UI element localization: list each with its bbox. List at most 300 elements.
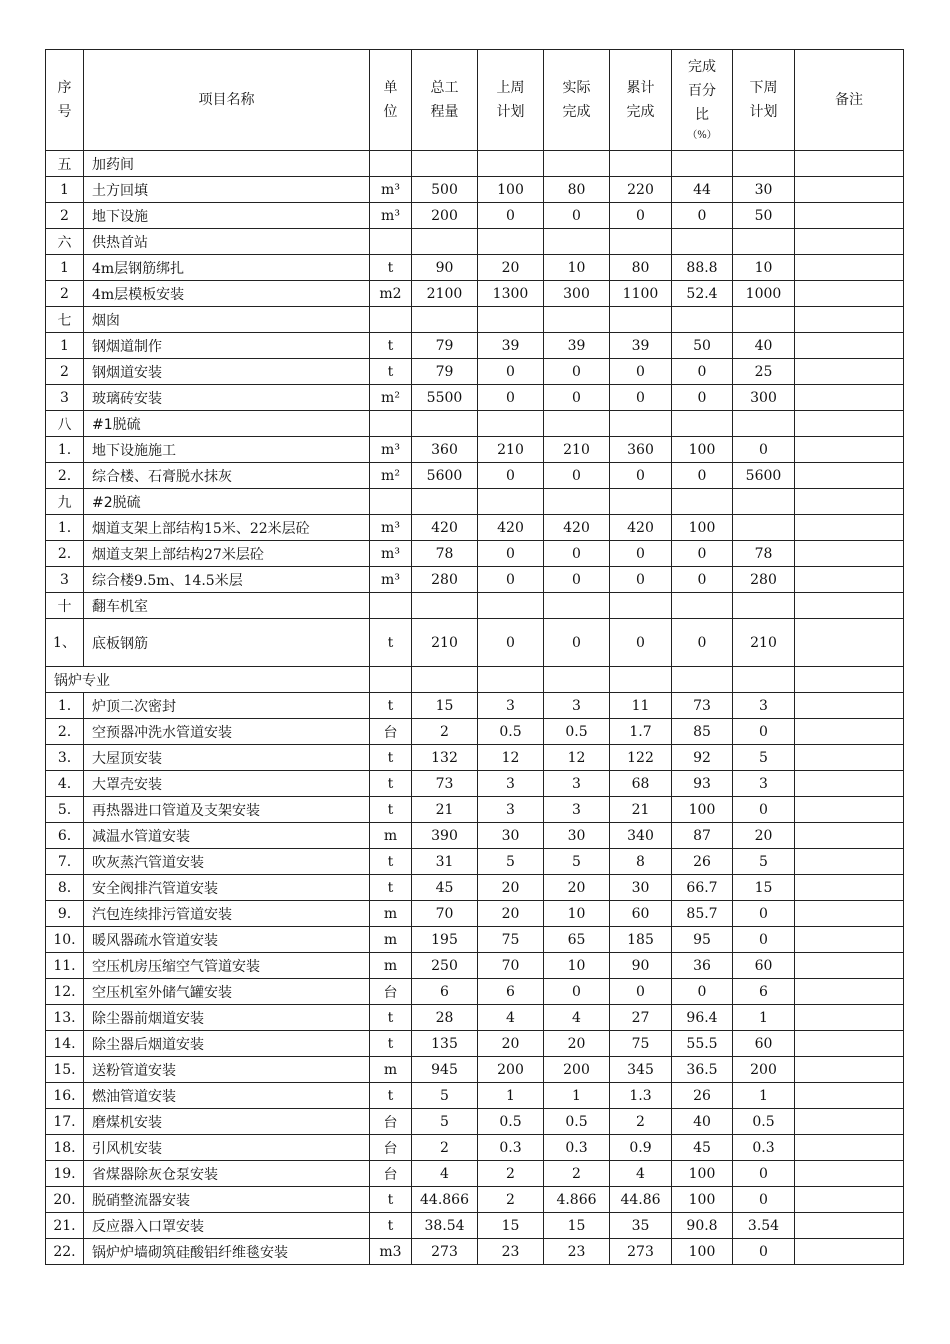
cell-cum: 90: [610, 953, 672, 979]
cell-pct: 52.4: [672, 281, 733, 307]
table-row: [46, 385, 904, 411]
empty-cell: [733, 411, 795, 437]
cell-last: 3: [478, 771, 544, 797]
cell-seq: 15.: [46, 1057, 84, 1083]
cell-cum: 0: [610, 979, 672, 1005]
cell-pct: 0: [672, 979, 733, 1005]
header-percent-text: 完成百分比: [687, 59, 716, 123]
cell-total: 6: [412, 979, 478, 1005]
empty-cell: [733, 667, 795, 693]
cell-last: 15: [478, 1213, 544, 1239]
empty-cell: [544, 593, 610, 619]
cell-remark: [795, 979, 904, 1005]
cell-last: 20: [478, 255, 544, 281]
cell-unit: m²: [370, 385, 412, 411]
empty-cell: [544, 151, 610, 177]
cell-unit: t: [370, 619, 412, 667]
cell-pct: 96.4: [672, 1005, 733, 1031]
header-last-plan: [478, 50, 544, 151]
empty-cell: [610, 667, 672, 693]
table-row: [46, 901, 904, 927]
cell-last: 2: [478, 1161, 544, 1187]
cell-cum: 273: [610, 1239, 672, 1265]
cell-cum: 4: [610, 1161, 672, 1187]
table-row: [46, 359, 904, 385]
cell-seq: 1.: [46, 515, 84, 541]
table-row: [46, 1057, 904, 1083]
empty-cell: [672, 151, 733, 177]
table-row: [46, 1031, 904, 1057]
cell-unit: m³: [370, 541, 412, 567]
cell-total: 44.866: [412, 1187, 478, 1213]
header-cumulative-text: 累计完成: [626, 80, 655, 120]
cell-total: 5500: [412, 385, 478, 411]
cell-last: 1300: [478, 281, 544, 307]
cell-unit: t: [370, 333, 412, 359]
empty-cell: [610, 411, 672, 437]
cell-total: 5: [412, 1083, 478, 1109]
cell-remark: [795, 1057, 904, 1083]
cell-unit: 台: [370, 1161, 412, 1187]
cell-cum: 44.86: [610, 1187, 672, 1213]
cell-unit: m³: [370, 177, 412, 203]
cell-actual: 0: [544, 979, 610, 1005]
cell-unit: t: [370, 359, 412, 385]
section-number: 十: [46, 593, 84, 619]
cell-last: 420: [478, 515, 544, 541]
cell-actual: 3: [544, 797, 610, 823]
cell-last: 20: [478, 875, 544, 901]
cell-next: 3: [733, 693, 795, 719]
cell-name: 除尘器前烟道安装: [84, 1005, 370, 1031]
cell-next: 50: [733, 203, 795, 229]
cell-total: 45: [412, 875, 478, 901]
cell-remark: [795, 1031, 904, 1057]
cell-unit: t: [370, 255, 412, 281]
cell-next: 0: [733, 437, 795, 463]
cell-pct: 0: [672, 541, 733, 567]
cell-last: 20: [478, 901, 544, 927]
cell-cum: 185: [610, 927, 672, 953]
empty-cell: [412, 411, 478, 437]
cell-next: 300: [733, 385, 795, 411]
cell-total: 79: [412, 333, 478, 359]
cell-seq: 22.: [46, 1239, 84, 1265]
cell-pct: 0: [672, 619, 733, 667]
cell-remark: [795, 255, 904, 281]
section-title: 供热首站: [84, 229, 370, 255]
cell-cum: 1.3: [610, 1083, 672, 1109]
cell-seq: 16.: [46, 1083, 84, 1109]
cell-unit: t: [370, 1213, 412, 1239]
cell-remark: [795, 515, 904, 541]
cell-seq: 2: [46, 203, 84, 229]
cell-pct: 66.7: [672, 875, 733, 901]
cell-seq: 19.: [46, 1161, 84, 1187]
cell-last: 210: [478, 437, 544, 463]
cell-seq: 18.: [46, 1135, 84, 1161]
header-actual: [544, 50, 610, 151]
table-row: [46, 463, 904, 489]
cell-next: 0: [733, 927, 795, 953]
header-next-plan: [733, 50, 795, 151]
cell-seq: 20.: [46, 1187, 84, 1213]
cell-unit: 台: [370, 1109, 412, 1135]
cell-total: 70: [412, 901, 478, 927]
cell-next: 210: [733, 619, 795, 667]
section-number: 六: [46, 229, 84, 255]
cell-cum: 0: [610, 203, 672, 229]
cell-next: 0: [733, 1161, 795, 1187]
cell-name: 4m层模板安装: [84, 281, 370, 307]
cell-name: 钢烟道安装: [84, 359, 370, 385]
cell-next: 5: [733, 849, 795, 875]
cell-remark: [795, 333, 904, 359]
table-row: [46, 1083, 904, 1109]
cell-remark: [795, 1005, 904, 1031]
cell-total: 132: [412, 745, 478, 771]
cell-actual: 0: [544, 203, 610, 229]
cell-cum: 122: [610, 745, 672, 771]
cell-pct: 100: [672, 1187, 733, 1213]
table-body: [46, 151, 904, 1265]
cell-total: 200: [412, 203, 478, 229]
cell-pct: 45: [672, 1135, 733, 1161]
cell-pct: 100: [672, 797, 733, 823]
cell-last: 0: [478, 463, 544, 489]
cell-name: 空压机室外储气罐安装: [84, 979, 370, 1005]
cell-pct: 90.8: [672, 1213, 733, 1239]
cell-actual: 20: [544, 1031, 610, 1057]
cell-seq: 14.: [46, 1031, 84, 1057]
cell-pct: 100: [672, 1161, 733, 1187]
cell-last: 20: [478, 1031, 544, 1057]
cell-actual: 200: [544, 1057, 610, 1083]
empty-cell: [795, 151, 904, 177]
cell-seq: 1: [46, 255, 84, 281]
cell-actual: 0.5: [544, 719, 610, 745]
cell-last: 12: [478, 745, 544, 771]
cell-remark: [795, 1187, 904, 1213]
empty-cell: [544, 489, 610, 515]
table-row: [46, 1005, 904, 1031]
cell-seq: 13.: [46, 1005, 84, 1031]
table-row: [46, 771, 904, 797]
empty-cell: [795, 489, 904, 515]
cell-cum: 11: [610, 693, 672, 719]
cell-last: 0: [478, 541, 544, 567]
cell-actual: 23: [544, 1239, 610, 1265]
cell-seq: 1: [46, 177, 84, 203]
cell-next: 60: [733, 1031, 795, 1057]
cell-unit: m2: [370, 281, 412, 307]
cell-name: 燃油管道安装: [84, 1083, 370, 1109]
cell-remark: [795, 203, 904, 229]
cell-remark: [795, 953, 904, 979]
table-row: [46, 1187, 904, 1213]
cell-cum: 0: [610, 541, 672, 567]
cell-actual: 0: [544, 385, 610, 411]
cell-actual: 210: [544, 437, 610, 463]
cell-unit: t: [370, 1031, 412, 1057]
empty-cell: [544, 667, 610, 693]
cell-cum: 1.7: [610, 719, 672, 745]
cell-seq: 17.: [46, 1109, 84, 1135]
empty-cell: [733, 229, 795, 255]
cell-remark: [795, 1083, 904, 1109]
cell-total: 210: [412, 619, 478, 667]
empty-cell: [370, 593, 412, 619]
table-row: [46, 1213, 904, 1239]
cell-pct: 0: [672, 463, 733, 489]
cell-remark: [795, 281, 904, 307]
cell-seq: 21.: [46, 1213, 84, 1239]
cell-pct: 100: [672, 515, 733, 541]
progress-table: [45, 49, 904, 1265]
cell-total: 21: [412, 797, 478, 823]
table-row: [46, 541, 904, 567]
cell-actual: 1: [544, 1083, 610, 1109]
cell-name: 大罩壳安装: [84, 771, 370, 797]
section-title: #2脱硫: [84, 489, 370, 515]
empty-cell: [733, 593, 795, 619]
cell-seq: 4.: [46, 771, 84, 797]
cell-remark: [795, 693, 904, 719]
cell-remark: [795, 359, 904, 385]
table-row: [46, 927, 904, 953]
empty-cell: [478, 667, 544, 693]
cell-total: 38.54: [412, 1213, 478, 1239]
cell-seq: 3.: [46, 745, 84, 771]
cell-unit: m³: [370, 437, 412, 463]
empty-cell: [478, 307, 544, 333]
header-percent: [672, 50, 733, 151]
cell-name: 土方回填: [84, 177, 370, 203]
cell-name: 省煤器除灰仓泵安装: [84, 1161, 370, 1187]
cell-pct: 55.5: [672, 1031, 733, 1057]
cell-next: 5: [733, 745, 795, 771]
empty-cell: [795, 667, 904, 693]
cell-remark: [795, 823, 904, 849]
cell-next: 0: [733, 719, 795, 745]
cell-remark: [795, 1213, 904, 1239]
cell-last: 1: [478, 1083, 544, 1109]
cell-remark: [795, 177, 904, 203]
cell-pct: 0: [672, 359, 733, 385]
table-row: [46, 1161, 904, 1187]
cell-actual: 0.3: [544, 1135, 610, 1161]
cell-last: 0.5: [478, 719, 544, 745]
cell-unit: m: [370, 823, 412, 849]
cell-pct: 93: [672, 771, 733, 797]
header-unit-text: 单位: [383, 80, 398, 120]
cell-name: 送粉管道安装: [84, 1057, 370, 1083]
cell-next: 15: [733, 875, 795, 901]
cell-seq: 9.: [46, 901, 84, 927]
cell-name: 吹灰蒸汽管道安装: [84, 849, 370, 875]
cell-name: 暖风器疏水管道安装: [84, 927, 370, 953]
cell-actual: 3: [544, 693, 610, 719]
cell-unit: m³: [370, 203, 412, 229]
table-row: [46, 515, 904, 541]
cell-next: 0.3: [733, 1135, 795, 1161]
cell-name: 地下设施施工: [84, 437, 370, 463]
empty-cell: [672, 229, 733, 255]
cell-unit: m: [370, 1057, 412, 1083]
empty-cell: [544, 229, 610, 255]
cell-last: 0: [478, 203, 544, 229]
cell-unit: t: [370, 745, 412, 771]
section-header-row: [46, 151, 904, 177]
cell-unit: 台: [370, 1135, 412, 1161]
cell-seq: 6.: [46, 823, 84, 849]
cell-name: 安全阀排汽管道安装: [84, 875, 370, 901]
header-row: [46, 50, 904, 151]
cell-next: 0: [733, 1239, 795, 1265]
cell-actual: 4: [544, 1005, 610, 1031]
cell-actual: 10: [544, 901, 610, 927]
cell-seq: 5.: [46, 797, 84, 823]
cell-cum: 80: [610, 255, 672, 281]
empty-cell: [610, 593, 672, 619]
cell-cum: 75: [610, 1031, 672, 1057]
cell-remark: [795, 437, 904, 463]
empty-cell: [370, 151, 412, 177]
cell-name: 空压机房压缩空气管道安装: [84, 953, 370, 979]
cell-name: 底板钢筋: [84, 619, 370, 667]
empty-cell: [412, 151, 478, 177]
cell-total: 135: [412, 1031, 478, 1057]
cell-cum: 27: [610, 1005, 672, 1031]
cell-pct: 85.7: [672, 901, 733, 927]
cell-remark: [795, 619, 904, 667]
cell-name: 综合楼9.5m、14.5米层: [84, 567, 370, 593]
empty-cell: [412, 307, 478, 333]
cell-next: 1: [733, 1005, 795, 1031]
cell-last: 5: [478, 849, 544, 875]
empty-cell: [370, 307, 412, 333]
cell-name: 磨煤机安装: [84, 1109, 370, 1135]
cell-next: 0: [733, 797, 795, 823]
header-remark: 备注: [795, 50, 904, 151]
cell-actual: 12: [544, 745, 610, 771]
cell-cum: 220: [610, 177, 672, 203]
cell-next: 20: [733, 823, 795, 849]
cell-seq: 2: [46, 359, 84, 385]
empty-cell: [672, 667, 733, 693]
cell-pct: 85: [672, 719, 733, 745]
empty-cell: [610, 151, 672, 177]
cell-pct: 44: [672, 177, 733, 203]
cell-actual: 15: [544, 1213, 610, 1239]
empty-cell: [478, 489, 544, 515]
cell-seq: 2: [46, 281, 84, 307]
cell-name: 空预器冲洗水管道安装: [84, 719, 370, 745]
empty-cell: [478, 151, 544, 177]
cell-seq: 1: [46, 333, 84, 359]
cell-total: 73: [412, 771, 478, 797]
section-header-row: [46, 593, 904, 619]
empty-cell: [672, 307, 733, 333]
cell-name: 炉顶二次密封: [84, 693, 370, 719]
cell-next: [733, 515, 795, 541]
cell-name: 玻璃砖安装: [84, 385, 370, 411]
cell-remark: [795, 901, 904, 927]
header-total: [412, 50, 478, 151]
table-row: [46, 567, 904, 593]
cell-unit: m: [370, 927, 412, 953]
cell-next: 0: [733, 1187, 795, 1213]
cell-name: 综合楼、石膏脱水抹灰: [84, 463, 370, 489]
cell-next: 6: [733, 979, 795, 1005]
cell-actual: 20: [544, 875, 610, 901]
cell-remark: [795, 745, 904, 771]
table-row: [46, 745, 904, 771]
cell-unit: t: [370, 797, 412, 823]
cell-next: 0: [733, 901, 795, 927]
cell-last: 75: [478, 927, 544, 953]
section-number: 八: [46, 411, 84, 437]
section-number: 七: [46, 307, 84, 333]
cell-pct: 88.8: [672, 255, 733, 281]
cell-total: 2: [412, 1135, 478, 1161]
cell-total: 500: [412, 177, 478, 203]
cell-total: 78: [412, 541, 478, 567]
table-row: [46, 875, 904, 901]
cell-pct: 50: [672, 333, 733, 359]
cell-remark: [795, 797, 904, 823]
cell-cum: 39: [610, 333, 672, 359]
cell-name: 钢烟道制作: [84, 333, 370, 359]
cell-seq: 2.: [46, 541, 84, 567]
empty-cell: [795, 593, 904, 619]
empty-cell: [610, 489, 672, 515]
table-row: [46, 619, 904, 667]
cell-last: 3: [478, 693, 544, 719]
empty-cell: [672, 411, 733, 437]
table-row: [46, 953, 904, 979]
section-title: #1脱硫: [84, 411, 370, 437]
cell-total: 15: [412, 693, 478, 719]
cell-remark: [795, 771, 904, 797]
cell-cum: 30: [610, 875, 672, 901]
cell-pct: 36.5: [672, 1057, 733, 1083]
cell-total: 250: [412, 953, 478, 979]
cell-name: 大屋顶安装: [84, 745, 370, 771]
header-next-plan-text: 下周计划: [749, 80, 778, 120]
cell-name: 烟道支架上部结构27米层砼: [84, 541, 370, 567]
cell-actual: 10: [544, 255, 610, 281]
table-row: [46, 1239, 904, 1265]
cell-seq: 12.: [46, 979, 84, 1005]
empty-cell: [733, 489, 795, 515]
cell-remark: [795, 1161, 904, 1187]
cell-remark: [795, 719, 904, 745]
section-header-row: [46, 307, 904, 333]
cell-name: 引风机安装: [84, 1135, 370, 1161]
cell-cum: 1100: [610, 281, 672, 307]
cell-last: 70: [478, 953, 544, 979]
cell-last: 3: [478, 797, 544, 823]
cell-last: 4: [478, 1005, 544, 1031]
header-actual-text: 实际完成: [562, 80, 591, 120]
cell-cum: 0: [610, 385, 672, 411]
cell-total: 31: [412, 849, 478, 875]
table-row: [46, 849, 904, 875]
cell-last: 30: [478, 823, 544, 849]
table-row: [46, 823, 904, 849]
cell-total: 4: [412, 1161, 478, 1187]
